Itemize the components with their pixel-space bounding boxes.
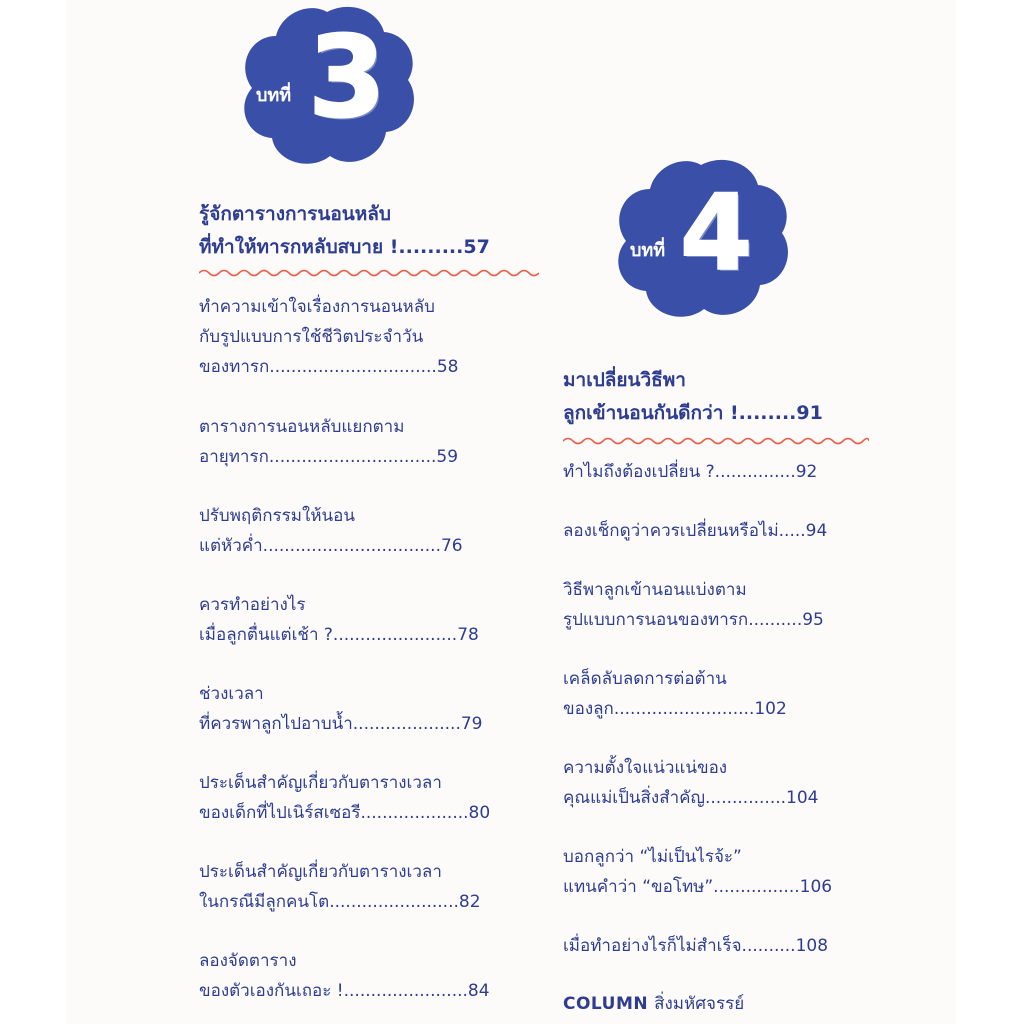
toc-entry-line: ควรทำอย่างไร (199, 595, 306, 615)
toc-entry-line: ในกรณีมีลูกคนโต........................82 (199, 892, 481, 912)
chapter-4-badge (612, 155, 790, 323)
chapter-4-badge-label: บทที่ (630, 240, 666, 261)
toc-entry[interactable] (563, 575, 824, 635)
book-page (66, 0, 956, 1024)
column-entry[interactable] (563, 989, 744, 1019)
toc-entry-line: รูปแบบการนอนของทารก..........95 (563, 610, 824, 630)
toc-entry-line: ลองเช็กดูว่าควรเปลี่ยนหรือไม่.....94 (563, 521, 828, 541)
toc-entry-line: ตารางการนอนหลับแยกตาม (199, 417, 405, 437)
toc-entry[interactable] (563, 457, 817, 487)
toc-entry[interactable] (199, 501, 463, 561)
column-text: สิ่งมหัศจรรย์ (654, 994, 745, 1014)
toc-entry-line: ของตัวเองกันเถอะ !.......................84 (199, 981, 490, 1001)
toc-entry-line: คุณแม่เป็นสิ่งสำคัญ...............104 (563, 788, 819, 808)
toc-entry-line: อายุทารก...............................59 (199, 447, 459, 467)
chapter-4-wave-divider (563, 436, 869, 446)
chapter-3-badge-label: บทที่ (256, 85, 292, 106)
toc-entry[interactable] (199, 857, 481, 917)
toc-entry-line: วิธีพาลูกเข้านอนแบ่งตาม (563, 580, 747, 600)
toc-entry-line: กับรูปแบบการใช้ชีวิตประจำวัน (199, 327, 424, 347)
chapter-3-badge (238, 2, 416, 170)
toc-entry-line: ของทารก...............................58 (199, 357, 459, 377)
toc-entry[interactable] (563, 516, 827, 546)
toc-entry-line: ของเด็กที่ไปเนิร์สเซอรี....................80 (199, 803, 491, 823)
toc-entry-line: เมื่อทำอย่างไรก็ไม่สำเร็จ..........108 (563, 936, 829, 956)
toc-entry-line: ลองจัดตาราง (199, 951, 297, 971)
toc-entry-line: ประเด็นสำคัญเกี่ยวกับตารางเวลา (199, 862, 442, 882)
toc-entry[interactable] (563, 753, 819, 813)
column-label: COLUMN (563, 994, 649, 1014)
chapter-4-title (563, 364, 823, 430)
chapter-4-badge-number: 4 (680, 172, 753, 294)
toc-entry-line: ประเด็นสำคัญเกี่ยวกับตารางเวลา (199, 773, 442, 793)
toc-entry[interactable] (199, 768, 490, 828)
toc-entry-line: ทำไมถึงต้องเปลี่ยน ?...............92 (563, 462, 818, 482)
toc-entry-line: บอกลูกว่า “ไม่เป็นไรจ้ะ” (563, 847, 742, 867)
toc-entry-line: เคล็ดลับลดการต่อต้าน (563, 669, 727, 689)
toc-entry[interactable] (199, 946, 490, 1006)
toc-entry[interactable] (199, 292, 458, 382)
chapter-4-title-line1: มาเปลี่ยนวิธีพา (563, 369, 686, 391)
toc-entry-line: ช่วงเวลา (199, 684, 264, 704)
toc-entry[interactable] (199, 590, 479, 650)
toc-entry[interactable] (563, 664, 787, 724)
toc-entry[interactable] (199, 412, 458, 472)
chapter-3-title-line1: รู้จักตารางการนอนหลับ (199, 203, 391, 225)
toc-entry-line: ที่ควรพาลูกไปอาบน้ำ....................79 (199, 714, 483, 734)
toc-entry-line: ทำความเข้าใจเรื่องการนอนหลับ (199, 297, 435, 317)
chapter-3-badge-number: 3 (308, 13, 386, 143)
toc-entry-line: ความตั้งใจแน่วแน่ของ (563, 758, 728, 778)
toc-entry-line: แต่หัวค่ำ.................................76 (199, 536, 463, 556)
toc-entry-line: ของลูก..........................102 (563, 699, 787, 719)
chapter-3-title (199, 198, 490, 264)
chapter-4-title-line2: ลูกเข้านอนกันดีกว่า !........91 (563, 402, 823, 424)
toc-entry-line: ปรับพฤติกรรมให้นอน (199, 506, 355, 526)
chapter-3-wave-divider (199, 268, 539, 278)
toc-entry[interactable] (563, 842, 832, 902)
toc-entry-line: เมื่อลูกตื่นแต่เช้า ?.......................78 (199, 625, 479, 645)
toc-entry-line: แทนคำว่า “ขอโทษ”................106 (563, 877, 833, 897)
toc-entry[interactable] (199, 679, 482, 739)
chapter-3-title-line2: ที่ทำให้ทารกหลับสบาย !.........57 (199, 236, 490, 258)
toc-entry[interactable] (563, 931, 828, 961)
